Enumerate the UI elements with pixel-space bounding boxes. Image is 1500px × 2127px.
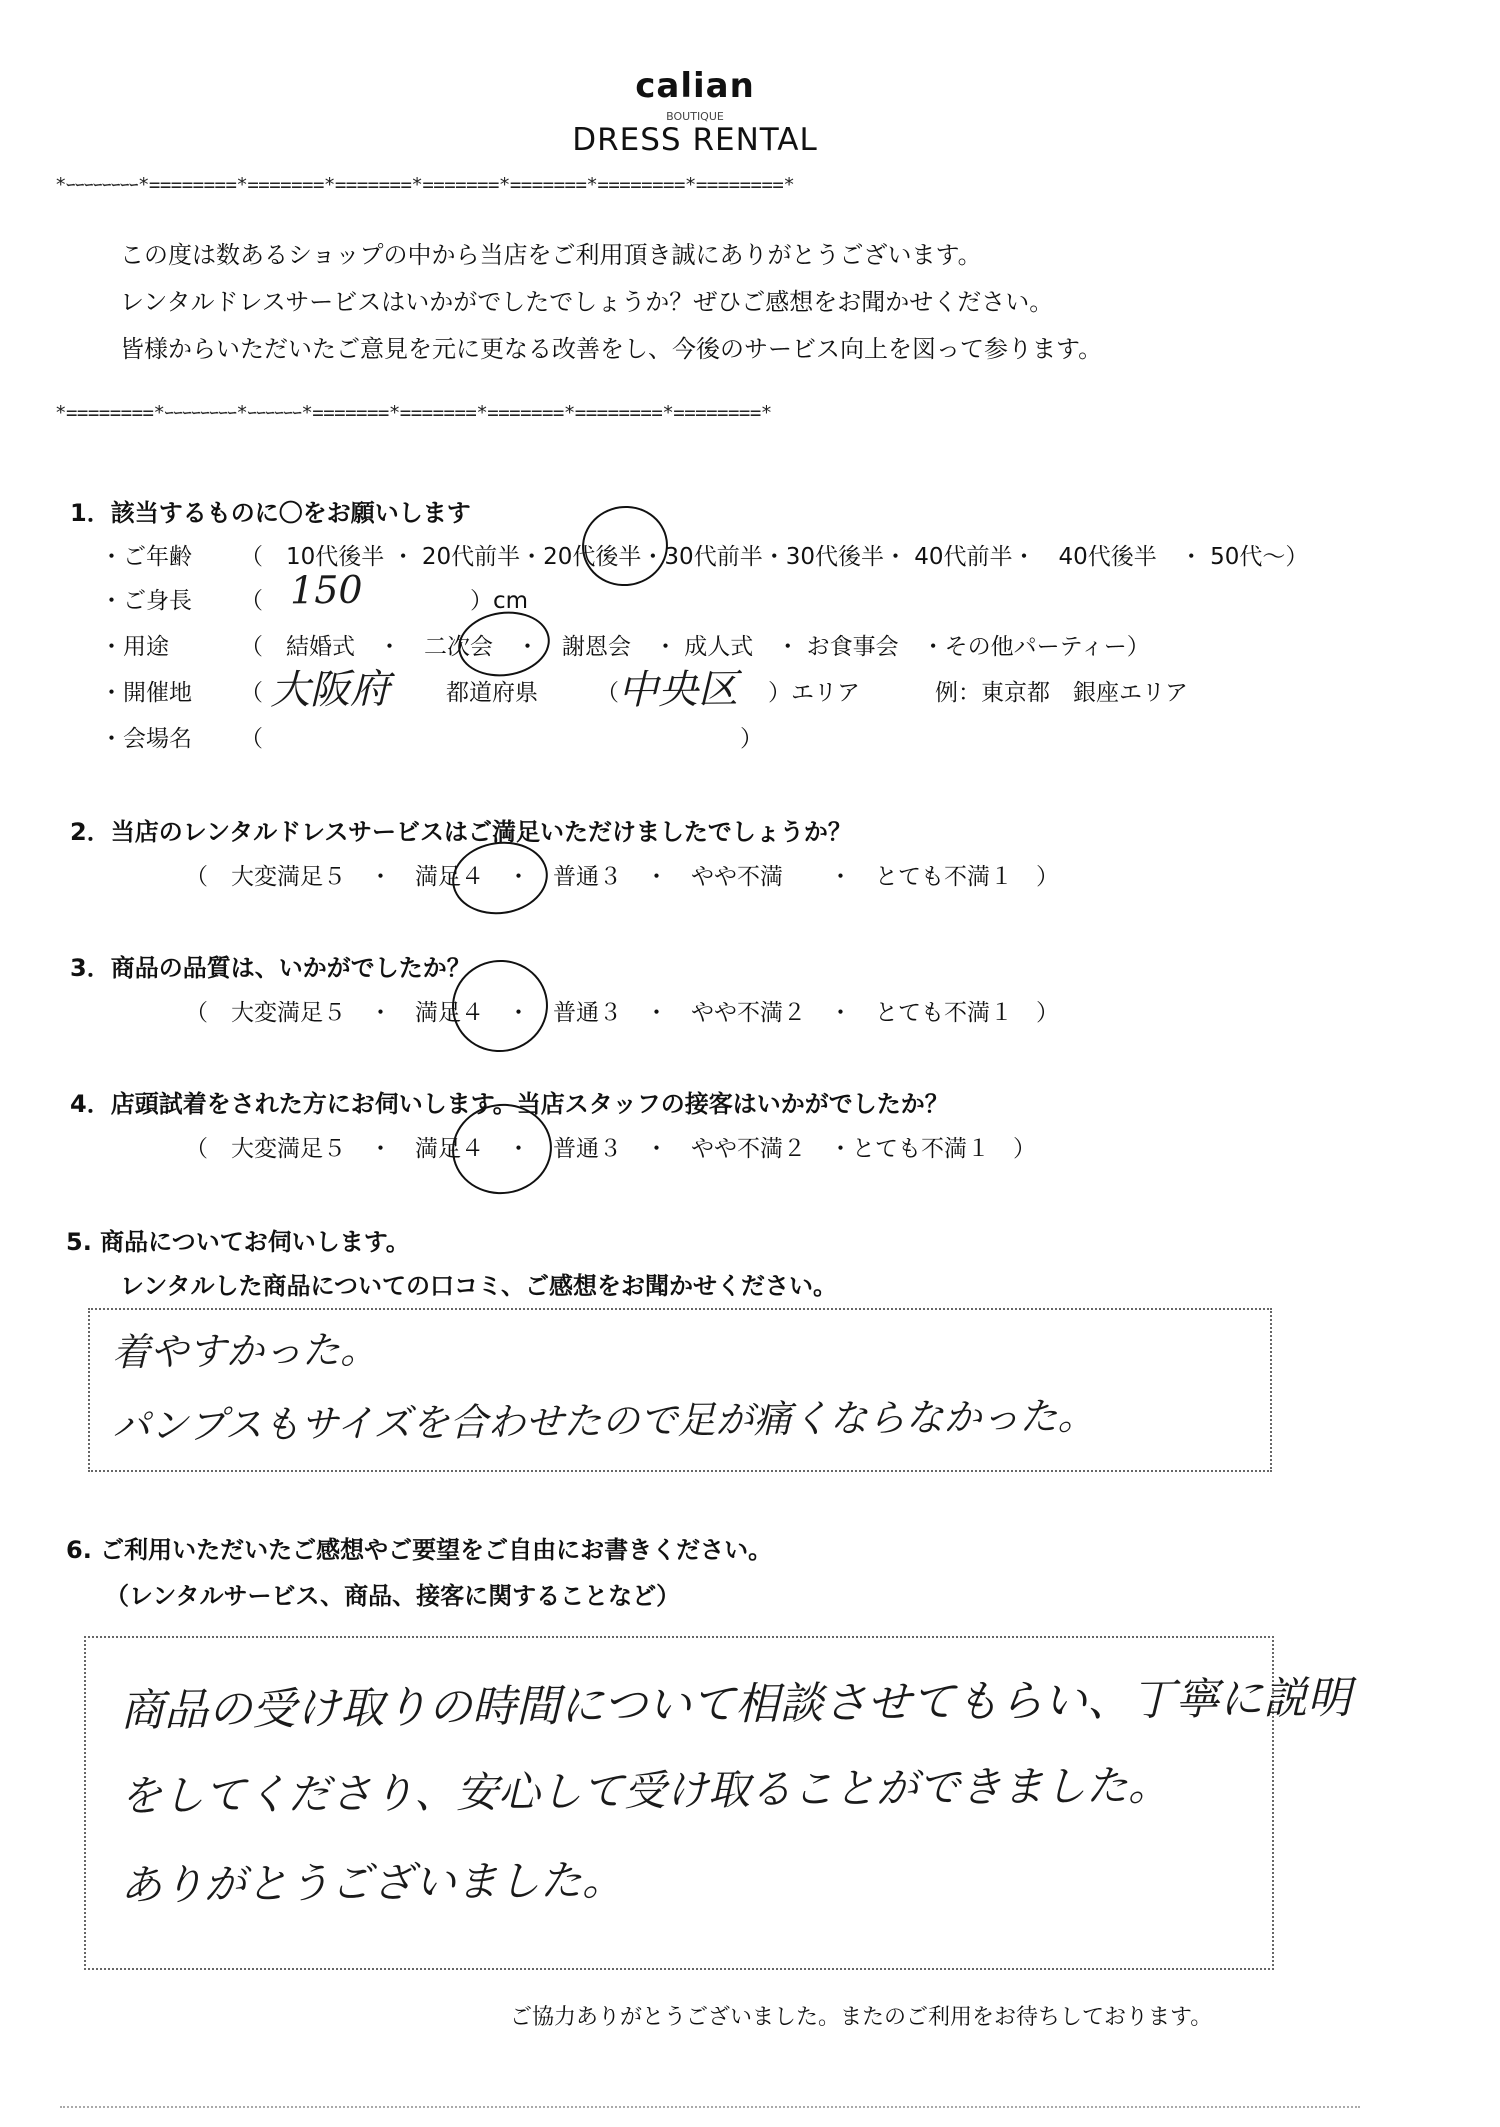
q4-title: 4．店頭試着をされた方にお伺いします。当店スタッフの接客はいかがでしたか？ <box>70 1090 949 1118</box>
q6-subtitle: （レンタルサービス、商品、接客に関することなど） <box>105 1582 681 1610</box>
q4-options[interactable]: （ 大変満足５ ・ 満足４ ・ 普通３ ・ やや不満２ ・とても不満１ ） <box>185 1136 1036 1162</box>
area-open-paren: （ <box>596 680 619 706</box>
height-open-paren: （ <box>240 588 263 614</box>
q5-answer-line-1: 着やすかった。 <box>111 1327 379 1375</box>
prefecture-label: 都道府県 <box>446 680 538 706</box>
q5-title: 5. 商品についてお伺いします。 <box>66 1228 410 1256</box>
brand-subtitle: BOUTIQUE <box>666 110 724 123</box>
hall-open-paren: （ <box>240 726 263 752</box>
area-value[interactable]: 中央区 <box>617 666 739 714</box>
brand-logo: calian <box>635 66 755 106</box>
height-unit: ）cm <box>470 588 529 614</box>
q5-subtitle: レンタルした商品についての口コミ、ご感想をお聞かせください。 <box>120 1272 837 1300</box>
q1-age-row <box>0 538 1500 570</box>
intro-line-1: この度は数あるショップの中から当店をご利用頂き誠にありがとうございます。 <box>120 241 982 269</box>
q2-selection-circle <box>447 836 552 921</box>
q6-answer-line-1: 商品の受け取りの時間について相談させてもらい、丁寧に説明 <box>119 1672 1352 1737</box>
document-title: DRESS RENTAL <box>572 122 818 158</box>
usage-label: ・用途 <box>100 634 169 660</box>
q6-title: 6. ご利用いただいたご感想やご要望をご自由にお書きください。 <box>66 1536 773 1564</box>
divider-bottom: *========*ｰｰｰｰｰｰｰｰ*ｰｰｰｰｰｰ*=======*=======*=======*========*========* <box>55 402 772 424</box>
q3-options[interactable]: （ 大変満足５ ・ 満足４ ・ 普通３ ・ やや不満２ ・ とても不満１ ） <box>185 1000 1059 1026</box>
intro-line-3: 皆様からいただいたご意見を元に更なる改善をし、今後のサービス向上を図って参ります。 <box>120 335 1103 363</box>
hall-close-paren: ） <box>740 726 763 752</box>
prefecture-value[interactable]: 大阪府 <box>269 666 391 714</box>
q5-answer-line-2: パンプスもサイズを合わせたので足が痛くならなかった。 <box>111 1393 1096 1449</box>
age-options[interactable]: （ 10代後半 ・ 20代前半・20代後半・30代前半・30代後半・ 40代前半・ 40代後半 ・ 50代～） <box>240 544 1309 570</box>
intro-text <box>120 232 1102 373</box>
q1-height-row <box>0 567 1500 614</box>
q1-usage-row <box>0 628 1500 660</box>
q6-answer-line-3: ありがとうございました。 <box>119 1855 625 1910</box>
divider-top: *ｰｰｰｰｰｰｰｰ*========*=======*=======*=======*=======*========*========* <box>55 174 795 196</box>
q3-title: 3．商品の品質は、いかがでしたか？ <box>70 954 471 982</box>
q1-venue-row <box>0 666 1500 714</box>
intro-line-2: レンタルドレスサービスはいかがでしたでしょうか？ぜひご感想をお聞かせください。 <box>120 288 1054 316</box>
usage-options[interactable]: （ 結婚式 ・ 二次会 ・ 謝恩会 ・ 成人式 ・ お食事会 ・その他パーティー） <box>240 634 1150 660</box>
footer-thanks: ご協力ありがとうございました。またのご利用をお待ちしております。 <box>510 2005 1213 2030</box>
usage-selection-circle <box>454 606 554 682</box>
venue-label: ・開催地 <box>100 680 192 706</box>
scan-artifact-line <box>60 2106 1360 2108</box>
venue-open-paren: （ <box>240 680 263 706</box>
q6-answer-line-2: をしてくださり、安心して受け取ることができました。 <box>119 1760 1171 1821</box>
venue-example: 例：東京都 銀座エリア <box>935 680 1188 706</box>
q2-title: 2．当店のレンタルドレスサービスはご満足いただけましたでしょうか？ <box>70 818 852 846</box>
age-label: ・ご年齢 <box>100 544 192 570</box>
height-value[interactable]: 150 <box>289 567 363 613</box>
hall-label: ・会場名 <box>100 726 192 752</box>
area-label: ）エリア <box>768 680 860 706</box>
q1-title: 1．該当するものに〇をお願いします <box>70 499 471 527</box>
age-selection-circle <box>577 500 673 591</box>
q2-options[interactable]: （ 大変満足５ ・ 満足４ ・ 普通３ ・ やや不満 ・ とても不満１ ） <box>185 864 1059 890</box>
q1-hall-row <box>0 720 1500 752</box>
height-label: ・ご身長 <box>100 588 192 614</box>
